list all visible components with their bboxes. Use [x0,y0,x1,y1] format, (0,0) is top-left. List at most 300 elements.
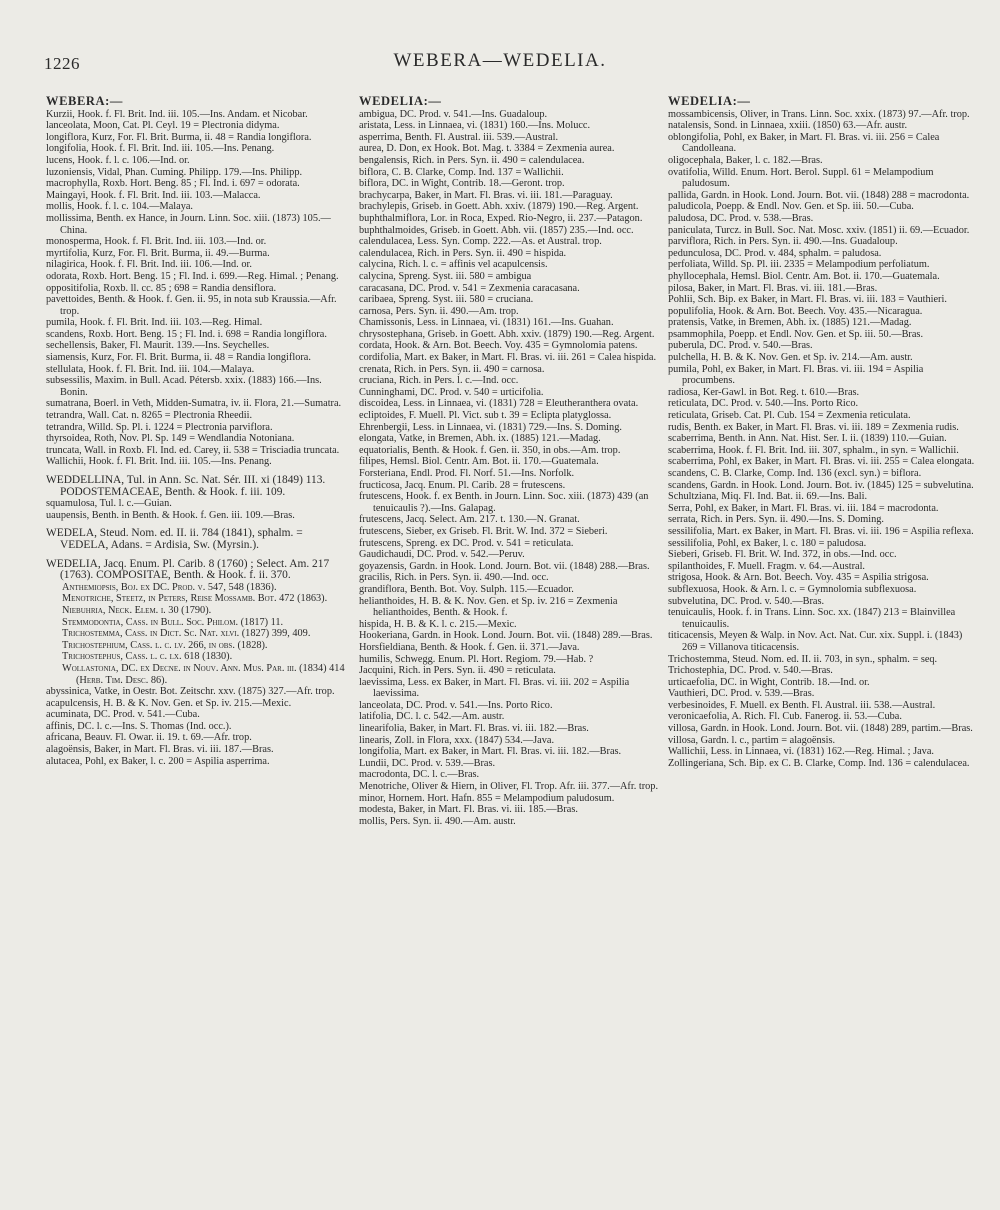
entry-text: helianthoides, H. B. & K. Nov. Gen. et Sp. iv. 216 = Zexmenia helianthoides, Benth. & Hook. f. [359,595,618,619]
entry-text: frutescens, Sieber, ex Griseb. Fl. Brit. W. Ind. 372 = Sieberi. [359,525,608,537]
species-entry [668,364,976,387]
species-entry [46,364,346,376]
species-entry [359,120,659,132]
species-entry [359,561,659,573]
species-entry [46,375,346,398]
species-entry [668,201,976,213]
entry-text: carnosa, Pers. Syn. ii. 490.—Am. trop. [359,305,519,317]
entry-text: cordifolia, Mart. ex Baker, in Mart. Fl. Bras. vi. iii. 261 = Calea hispida. [359,352,657,364]
entry-text: ambigua, DC. Prod. v. 541.—Ins. Guadaloup. [359,108,548,120]
species-entry [359,109,659,121]
entry-text: subvelutina, DC. Prod. v. 540.—Bras. [668,595,825,607]
species-entry [668,120,976,132]
species-entry [668,387,976,399]
species-entry [359,677,659,700]
species-entry [359,735,659,747]
species-entry [668,294,976,306]
synonym-entry [46,617,346,629]
running-title: WEBERA—WEDELIA. [393,50,607,71]
species-entry [46,236,346,248]
entry-text: perfoliata, Willd. Sp. Pl. iii. 2335 = Melampodium perfoliatum. [668,259,930,271]
entry-text: pallida, Gardn. in Hook. Lond. Journ. Bot. vii. (1848) 288 = macrodonta. [668,189,970,201]
entry-text: luzoniensis, Vidal, Phan. Cuming. Philipp. 179.—Ins. Philipp. [46,166,303,178]
species-entry [359,213,659,225]
entry-text: scaberrima, Pohl, ex Baker, in Mart. Fl. Bras. vi. iii. 255 = Calea elongata. [668,456,975,468]
species-entry [359,630,659,642]
entry-text: titicacensis, Meyen & Walp. in Nov. Act. Nat. Cur. xix. Suppl. i. (1843) 269 = Villanova titicacensis. [668,630,963,653]
species-entry [668,410,976,422]
species-entry [668,665,976,677]
species-entry [46,456,346,468]
entry-text: sessilifolia, Pohl, ex Baker, l. c. 180 = paludosa. [668,537,867,549]
species-entry [359,271,659,283]
entry-text: Ehrenbergii, Less. in Linnaea, vi. (1831) 729.—Ins. S. Doming. [359,421,622,433]
species-entry [359,422,659,434]
species-entry [359,329,659,341]
species-entry [359,514,659,526]
entry-text: acapulcensis, H. B. & K. Nov. Gen. et Sp. iv. 215.—Mexic. [46,697,292,709]
species-entry [46,744,346,756]
entry-text: filipes, Hemsl. Biol. Centr. Am. Bot. ii. 170.—Guatemala. [359,456,599,468]
entry-text: scandens, Gardn. in Hook. Lond. Journ. Bot. iv. (1845) 125 = subvelutina. [668,479,974,491]
entry-text: rudis, Benth. ex Baker, in Mart. Fl. Bras. vi. iii. 189 = Zexmenia rudis. [668,421,959,433]
entry-text: grandiflora, Benth. Bot. Voy. Sulph. 115.—Ecuador. [359,583,574,595]
species-entry [359,225,659,237]
entry-list [668,109,976,770]
entry-text: calycina, Rich. l. c. = affinis vel acapulcensis. [359,259,548,271]
entry-text: strigosa, Hook. & Arn. Bot. Beech. Voy. 435 = Aspilia strigosa. [668,572,929,584]
species-entry [359,769,659,781]
species-entry [359,526,659,538]
entry-text: discoidea, Less. in Linnaea, vi. (1831) 728 = Eleutheranthera ovata. [359,398,639,410]
entry-text: Wallichii, Less. in Linnaea, vi. (1831) 162.—Reg. Himal. ; Java. [668,746,934,758]
entry-text: frutescens, Hook. f. ex Benth. in Journ. Linn. Soc. xiii. (1873) 439 (an tenuicaulis ?).—Ins. Galapag. [359,491,649,514]
species-entry [359,340,659,352]
entry-text: Wollastonia, DC. ex Decne. in Nouv. Ann. Mus. Par. iii. (1834) 414 (Herb. Tim. Desc. 86). [62,662,345,686]
entry-text: Maingayi, Hook. f. Fl. Brit. Ind. iii. 103.—Malacca. [46,189,261,201]
index-columns [46,96,976,1196]
entry-text: parviflora, Rich. in Pers. Syn. ii. 490.—Ins. Guadaloup. [668,236,898,248]
entry-text: Trichostephia, DC. Prod. v. 540.—Bras. [668,665,833,677]
entry-text: sechellensis, Baker, Fl. Maurit. 139.—Ins. Seychelles. [46,340,270,352]
synonym-entry [46,593,346,605]
entry-text: urticaefolia, DC. in Wight, Contrib. 18.—Ind. or. [668,676,870,688]
entry-text: biflora, C. B. Clarke, Comp. Ind. 137 = Wallichii. [359,166,564,178]
entry-text: paludicola, Poepp. & Endl. Nov. Gen. et Sp. iii. 50.—Cuba. [668,201,914,213]
column-heading: WEBERA:— [46,96,124,108]
entry-text: asperrima, Benth. Fl. Austral. iii. 539.—Austral. [359,131,559,143]
entry-text: reticulata, Griseb. Cat. Pl. Cub. 154 = Zexmenia reticulata. [668,410,911,422]
entry-text: Anthemiopsis, Boj. ex DC. Prod. v. 547, 548 (1836). [62,581,277,593]
species-entry [668,422,976,434]
species-entry [46,445,346,457]
genus-entry [46,475,346,498]
species-entry [359,167,659,179]
entry-text: bengalensis, Rich. in Pers. Syn. ii. 490 = calendulacea. [359,154,585,166]
entry-text: calycina, Spreng. Syst. iii. 580 = ambigua [359,270,532,282]
species-entry [668,723,976,735]
entry-text: pedunculosa, DC. Prod. v. 484, sphalm. = paludosa. [668,247,882,259]
entry-text: odorata, Roxb. Hort. Beng. 15 ; Fl. Ind. i. 699.—Reg. Himal. ; Penang. [46,270,339,282]
species-entry [668,607,976,630]
entry-text: scandens, Roxb. Hort. Beng. 15 ; Fl. Ind. i. 698 = Randia longiflora. [46,328,327,340]
species-entry [359,468,659,480]
species-entry [46,155,346,167]
entry-text: brachylepis, Griseb. in Goett. Abh. xxiv. (1879) 190.—Reg. Argent. [359,201,639,213]
entry-text: frutescens, Jacq. Select. Am. 217. t. 130.—N. Granat. [359,514,580,526]
species-entry [359,259,659,271]
entry-text: stellulata, Hook. f. Fl. Brit. Ind. iii. 104.—Malaya. [46,363,255,375]
species-entry [668,167,976,190]
species-entry [668,329,976,341]
species-entry [46,294,346,317]
entry-text: abyssinica, Vatke, in Oestr. Bot. Zeitschr. xxv. (1875) 327.—Afr. trop. [46,686,335,698]
entry-text: tetrandra, Wall. Cat. n. 8265 = Plectronia Rheedii. [46,410,253,422]
species-entry [668,468,976,480]
entry-text: longiflora, Kurz, For. Fl. Brit. Burma, ii. 48 = Randia longiflora. [46,131,312,143]
entry-text: uaupensis, Benth. in Benth. & Hook. f. Gen. iii. 109.—Bras. [46,509,295,521]
entry-text: phyllocephala, Hemsl. Biol. Centr. Am. Bot. ii. 170.—Guatemala. [668,270,940,282]
species-entry [668,225,976,237]
species-entry [668,526,976,538]
entry-text: equatorialis, Benth. & Hook. f. Gen. ii. 350, in obs.—Am. trop. [359,444,621,456]
species-entry [359,143,659,155]
entry-text: Zollingeriana, Sch. Bip. ex C. B. Clarke, Comp. Ind. 136 = calendulacea. [668,757,970,769]
entry-text: lucens, Hook. f. l. c. 106.—Ind. or. [46,154,190,166]
species-entry [359,190,659,202]
entry-text: mollis, Pers. Syn. ii. 490.—Am. austr. [359,815,516,827]
species-entry [668,711,976,723]
entry-text: scandens, C. B. Clarke, Comp. Ind. 136 (excl. syn.) = biflora. [668,468,922,479]
species-entry [359,538,659,550]
species-entry [359,654,659,666]
species-entry [668,456,976,468]
species-entry [668,190,976,202]
species-entry [668,584,976,596]
species-entry [668,572,976,584]
species-entry [359,306,659,318]
species-entry [359,248,659,260]
entry-text: calendulacea, Less. Syn. Comp. 222.—As. et Austral. trop. [359,236,602,248]
entry-text: subsessilis, Maxim. in Bull. Acad. Pétersb. xxix. (1883) 166.—Ins. Bonin. [46,375,322,398]
species-entry [668,248,976,260]
entry-text: puberula, DC. Prod. v. 540.—Bras. [668,340,813,352]
entry-text: pilosa, Baker, in Mart. Fl. Bras. vi. iii. 181.—Bras. [668,282,878,294]
entry-text: gracilis, Rich. in Pers. Syn. ii. 490.—Ind. occ. [359,572,549,584]
species-entry [668,306,976,318]
species-entry [668,758,976,770]
entry-text: radiosa, Ker-Gawl. in Bot. Reg. t. 610.—Bras. [668,386,860,398]
species-entry [46,143,346,155]
species-entry [359,433,659,445]
species-entry [668,514,976,526]
synonym-entry [46,582,346,594]
species-entry [46,352,346,364]
species-entry [359,364,659,376]
column-2 [359,96,659,1196]
species-entry [359,793,659,805]
entry-text: Sieberi, Griseb. Fl. Brit. W. Ind. 372, in obs.—Ind. occ. [668,549,897,561]
entry-text: pumila, Hook. f. Fl. Brit. Ind. iii. 103.—Reg. Himal. [46,317,263,329]
entry-text: brachycarpa, Baker, in Mart. Fl. Bras. vi. iii. 181.—Paraguay. [359,189,613,201]
species-entry [668,503,976,515]
entry-text: psammophila, Poepp. et Endl. Nov. Gen. et Sp. iii. 50.—Bras. [668,328,924,340]
species-entry [46,201,346,213]
entry-text: alagoënsis, Baker, in Mart. Fl. Bras. vi. iii. 187.—Bras. [46,744,274,756]
entry-text: Cunninghami, DC. Prod. v. 540 = urticifolia. [359,386,544,398]
entry-text: Trichostemma, Steud. Nom. ed. II. ii. 703, in syn., sphalm. = seq. [668,653,938,665]
species-entry [668,283,976,295]
species-entry [46,167,346,179]
entry-text: crenata, Rich. in Pers. Syn. ii. 490 = carnosa. [359,363,545,375]
species-entry [46,732,346,744]
species-entry [668,132,976,155]
species-entry [46,721,346,733]
entry-text: thyrsoidea, Roth, Nov. Pl. Sp. 149 = Wendlandia Notoniana. [46,433,295,445]
genus-entry [46,559,346,582]
species-entry [668,155,976,167]
species-entry [46,132,346,144]
species-entry [359,352,659,364]
species-entry [668,596,976,608]
species-entry [668,317,976,329]
column-heading: WEDELIA:— [359,96,442,108]
entry-text: acuminata, DC. Prod. v. 541.—Cuba. [46,709,200,721]
entry-text: oppositifolia, Roxb. ll. cc. 85 ; 698 = Randia densiflora. [46,282,277,294]
entry-text: mossambicensis, Oliver, in Trans. Linn. Soc. xxix. (1873) 97.—Afr. trop. [668,108,970,120]
entry-text: macrophylla, Roxb. Hort. Beng. 85 ; Fl. Ind. i. 697 = odorata. [46,178,300,190]
entry-text: subflexuosa, Hook. & Arn. l. c. = Gymnolomia subflexuosa. [668,583,917,595]
entry-text: scaberrima, Benth. in Ann. Nat. Hist. Ser. I. ii. (1839) 110.—Guian. [668,433,947,445]
species-entry [359,178,659,190]
entry-text: humilis, Schwegg. Enum. Pl. Hort. Regiom. 79.—Hab. ? [359,653,594,665]
entry-text: pratensis, Vatke, in Bremen, Abh. ix. (1885) 121.—Madag. [668,317,912,329]
species-entry [359,283,659,295]
species-entry [46,398,346,410]
species-entry [359,294,659,306]
species-entry [359,201,659,213]
entry-list [359,109,659,828]
entry-text: myrtifolia, Kurz, For. Fl. Brit. Burma, ii. 49.—Burma. [46,247,270,259]
column-1 [46,96,346,1196]
entry-text: goyazensis, Gardn. in Hook. Lond. Journ. Bot. vii. (1848) 288.—Bras. [359,560,650,572]
entry-text: buphthalmoides, Griseb. in Goett. Abh. vii. (1857) 235.—Ind. occ. [359,224,634,236]
entry-text: Forsteriana, Endl. Prod. Fl. Norf. 51.—Ins. Norfolk. [359,468,575,479]
species-entry [359,456,659,468]
species-entry [668,445,976,457]
species-entry [359,619,659,631]
species-entry [46,340,346,352]
species-entry [46,498,346,510]
entry-text: Jacquini, Rich. in Pers. Syn. ii. 490 = reticulata. [359,665,556,677]
species-entry [359,398,659,410]
entry-text: truncata, Wall. in Roxb. Fl. Ind. ed. Carey, ii. 538 = Trisciadia truncata. [46,444,340,456]
entry-text: longifolia, Mart. ex Baker, in Mart. Fl. Bras. vi. iii. 182.—Bras. [359,746,622,758]
entry-text: spilanthoides, F. Muell. Fragm. v. 64.—Austral. [668,560,865,572]
species-entry [46,271,346,283]
entry-text: buphthalmiflora, Lor. in Roca, Exped. Rio-Negro, ii. 237.—Patagon. [359,212,643,224]
species-entry [668,352,976,364]
species-entry [46,109,346,121]
species-entry [668,746,976,758]
species-entry [46,510,346,522]
entry-text: ovatifolia, Willd. Enum. Hort. Berol. Suppl. 61 = Melampodium paludosum. [668,166,934,190]
species-entry [668,109,976,121]
entry-text: villosa, Gardn. in Hook. Lond. Journ. Bot. vii. (1848) 289, partim.—Bras. [668,723,973,735]
column-heading: WEDELIA:— [668,96,751,108]
entry-text: Menotriche, Oliver & Hiern, in Oliver, Fl. Trop. Afr. iii. 377.—Afr. trop. [359,781,659,793]
entry-text: oligocephala, Baker, l. c. 182.—Bras. [668,154,823,166]
species-entry [668,398,976,410]
entry-text: modesta, Baker, in Mart. Fl. Bras. vi. iii. 185.—Bras. [359,804,578,816]
column-3 [668,96,976,1196]
entry-text: sessilifolia, Mart. ex Baker, in Mart. Fl. Bras. vi. iii. 196 = Aspilia reflexa. [668,525,974,537]
page-number: 1226 [44,54,80,73]
synonym-entry [46,605,346,617]
species-entry [359,723,659,735]
entry-text: minor, Hornem. Hort. Hafn. 855 = Melampodium paludosum. [359,792,615,804]
entry-text: pulchella, H. B. & K. Nov. Gen. et Sp. iv. 214.—Am. austr. [668,352,913,364]
species-entry [46,698,346,710]
entry-text: mollissima, Benth. ex Hance, in Journ. Linn. Soc. xiii. (1873) 105.—China. [46,212,331,236]
synonym-entry [46,640,346,652]
species-entry [359,410,659,422]
species-entry [359,549,659,561]
entry-text: Horsfieldiana, Benth. & Hook. f. Gen. ii. 371.—Java. [359,641,580,653]
species-entry [46,248,346,260]
species-entry [668,213,976,225]
entry-text: Kurzii, Hook. f. Fl. Brit. Ind. iii. 105.—Ins. Andam. et Nicobar. [46,108,308,120]
species-entry [668,677,976,689]
species-entry [668,538,976,550]
entry-text: africana, Beauv. Fl. Owar. ii. 19. t. 69.—Afr. trop. [46,732,252,744]
entry-text: Serra, Pohl, ex Baker, in Mart. Fl. Bras. vi. iii. 184 = macrodonta. [668,502,939,514]
species-entry [668,259,976,271]
species-entry [359,375,659,387]
entry-text: squamulosa, Tul. l. c.—Guian. [46,498,172,510]
species-entry [46,410,346,422]
species-entry [668,480,976,492]
species-entry [359,758,659,770]
entry-text: Gaudichaudi, DC. Prod. v. 542.—Peruv. [359,549,525,561]
synonym-entry [46,663,346,686]
entry-text: verbesinoides, F. Muell. ex Benth. Fl. Austral. iii. 538.—Austral. [668,699,936,711]
species-entry [668,433,976,445]
entry-text: sumatrana, Boerl. in Veth, Midden-Sumatra, iv. ii. Flora, 21.—Sumatra. [46,398,342,410]
entry-text: Wallichii, Hook. f. Fl. Brit. Ind. iii. 105.—Ins. Penang. [46,456,272,468]
species-entry [46,190,346,202]
species-entry [359,317,659,329]
entry-text: macrodonta, DC. l. c.—Bras. [359,769,480,781]
species-entry [46,213,346,236]
species-entry [668,549,976,561]
entry-text: Hookeriana, Gardn. in Hook. Lond. Journ. Bot. vii. (1848) 289.—Bras. [359,630,653,642]
entry-text: aurea, D. Don, ex Hook. Bot. Mag. t. 3384 = Zexmenia aurea. [359,143,615,155]
entry-text: caribaea, Spreng. Syst. iii. 580 = cruciana. [359,294,534,306]
entry-text: chrysostephana, Griseb. in Goett. Abh. xxiv. (1879) 190.—Reg. Argent. [359,328,655,340]
species-entry [359,155,659,167]
entry-text: monosperma, Hook. f. Fl. Brit. Ind. iii. 103.—Ind. or. [46,236,267,248]
entry-text: Trichostemma, Cass. in Dict. Sc. Nat. xlvi. (1827) 399, 409. [62,628,311,640]
species-entry [359,816,659,828]
entry-text: latifolia, DC. l. c. 542.—Am. austr. [359,711,505,723]
entry-text: paludosa, DC. Prod. v. 538.—Bras. [668,212,814,224]
entry-text: tetrandra, Willd. Sp. Pl. i. 1224 = Plectronia parviflora. [46,421,273,433]
entry-text: WEDDELLINA, Tul. in Ann. Sc. Nat. Sér. III. xi (1849) 113. PODOSTEMACEAE, Benth. & Hook. f. iii. 109. [46,474,326,498]
species-entry [668,491,976,503]
species-entry [359,584,659,596]
species-entry [46,433,346,445]
entry-text: frutescens, Spreng. ex DC. Prod. v. 541 = reticulata. [359,537,574,549]
species-entry [46,756,346,768]
species-entry [668,654,976,666]
entry-text: ecliptoides, F. Muell. Pl. Vict. sub t. 39 = Eclipta platyglossa. [359,410,612,422]
species-entry [359,132,659,144]
entry-text: Schultziana, Miq. Fl. Ind. Bat. ii. 69.—Ins. Bali. [668,491,868,503]
entry-text: Chamissonis, Less. in Linnaea, vi. (1831) 161.—Ins. Guahan. [359,317,614,329]
species-entry [359,445,659,457]
species-entry [668,688,976,700]
entry-text: populifolia, Hook. & Arn. Bot. Beech. Voy. 435.—Nicaragua. [668,305,923,317]
entry-text: pavettoides, Benth. & Hook. f. Gen. ii. 95, in nota sub Kraussia.—Afr. trop. [46,294,337,317]
entry-text: laevissima, Less. ex Baker, in Mart. Fl. Bras. vi. iii. 202 = Aspilia laevissima. [359,676,630,700]
entry-text: reticulata, DC. Prod. v. 540.—Ins. Porto Rico. [668,398,859,410]
entry-text: veronicaefolia, A. Rich. Fl. Cub. Fanerog. ii. 53.—Cuba. [668,711,902,723]
species-entry [46,422,346,434]
entry-text: paniculata, Turcz. in Bull. Soc. Nat. Mosc. xxiv. (1851) ii. 69.—Ecuador. [668,224,970,236]
species-entry [359,236,659,248]
species-entry [668,340,976,352]
species-entry [46,317,346,329]
entry-text: Lundii, DC. Prod. v. 539.—Bras. [359,757,496,769]
species-entry [359,387,659,399]
species-entry [359,491,659,514]
species-entry [668,236,976,248]
species-entry [359,665,659,677]
entry-text: Menotriche, Steetz, in Peters, Reise Mossamb. Bot. 472 (1863). [62,593,328,605]
entry-text: WEDELIA, Jacq. Enum. Pl. Carib. 8 (1760) ; Select. Am. 217 (1763). COMPOSITAE, Benth. & Hook. f. ii. 370. [46,557,330,582]
entry-text: linearis, Zoll. in Flora, xxx. (1847) 534.—Java. [359,734,555,746]
entry-text: serrata, Rich. in Pers. Syn. ii. 490.—Ins. S. Doming. [668,514,884,526]
entry-list [46,109,346,768]
entry-text: nilagirica, Hook. f. Fl. Brit. Ind. iii. 106.—Ind. or. [46,259,252,271]
entry-text: Niebuhria, Neck. Elem. i. 30 (1790). [62,604,212,616]
species-entry [46,178,346,190]
entry-text: villosa, Gardn. l. c., partim = alagoënsis. [668,734,836,746]
entry-text: siamensis, Kurz, For. Fl. Brit. Burma, ii. 48 = Randia longiflora. [46,352,311,364]
species-entry [46,283,346,295]
species-entry [359,804,659,816]
entry-text: Stemmodontia, Cass. in Bull. Soc. Philom. (1817) 11. [62,616,284,628]
page-header [0,0,1000,80]
entry-text: calendulacea, Rich. in Pers. Syn. ii. 490 = hispida. [359,247,567,259]
species-entry [359,711,659,723]
entry-text: lanceolata, DC. Prod. v. 541.—Ins. Porto Rico. [359,699,553,711]
species-entry [668,271,976,283]
entry-text: hispida, H. B. & K. l. c. 215.—Mexic. [359,618,517,630]
species-entry [359,572,659,584]
entry-text: biflora, DC. in Wight, Contrib. 18.—Geront. trop. [359,178,565,190]
species-entry [359,781,659,793]
species-entry [359,642,659,654]
entry-text: affinis, DC. l. c.—Ins. S. Thomas (Ind. occ.). [46,720,232,732]
entry-text: alutacea, Pohl, ex Baker, l. c. 200 = Aspilia asperrima. [46,755,270,767]
genus-entry [46,528,346,551]
entry-text: cordata, Hook. & Arn. Bot. Beech. Voy. 435 = Gymnolomia patens. [359,340,638,352]
species-entry [668,630,976,653]
species-entry [668,561,976,573]
species-entry [668,735,976,747]
